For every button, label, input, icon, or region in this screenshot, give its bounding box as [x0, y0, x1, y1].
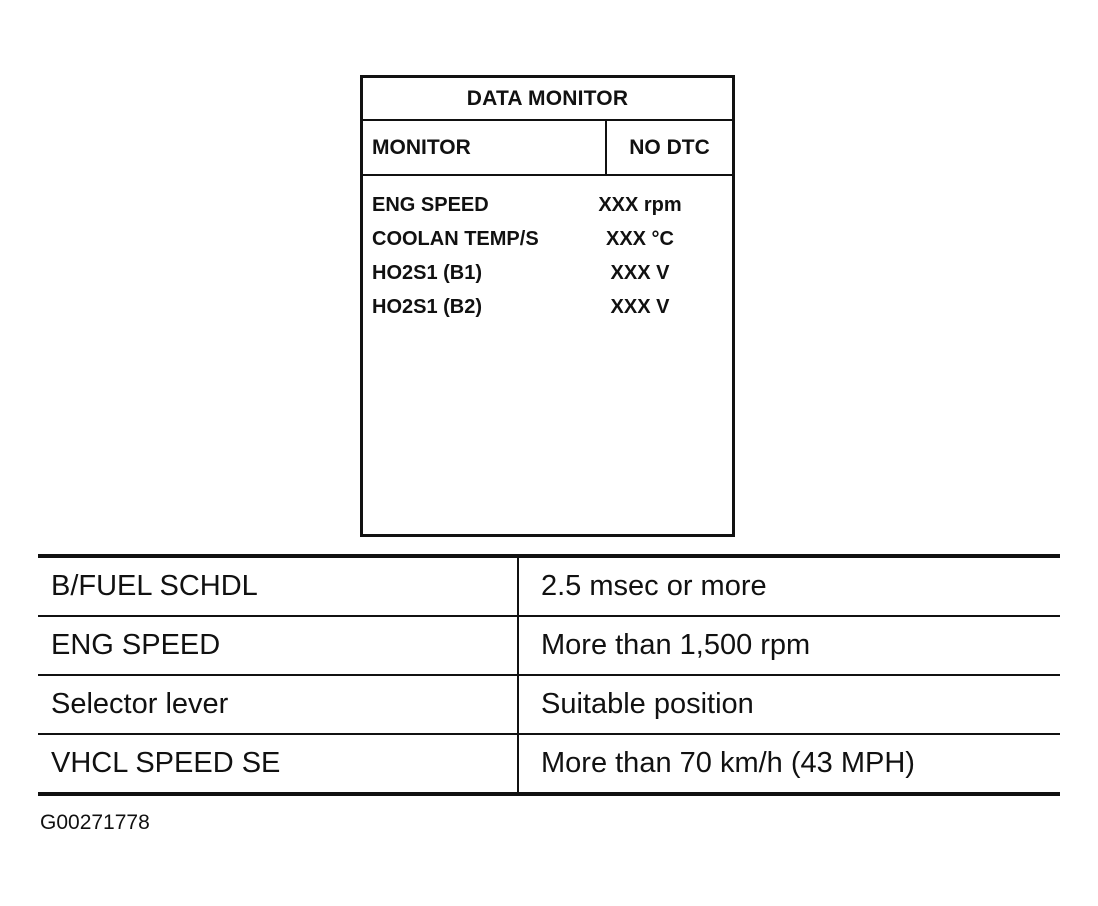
- table-row: [38, 616, 1060, 675]
- monitor-item-name: HO2S1 (B2): [372, 295, 483, 318]
- monitor-item-value: XXX rpm: [598, 193, 682, 216]
- condition-value: More than 70 km/h (43 MPH): [518, 734, 1060, 794]
- table-row: [38, 734, 1060, 794]
- monitor-item-name: HO2S1 (B1): [372, 261, 483, 284]
- table-row: [38, 675, 1060, 734]
- condition-label: B/FUEL SCHDL: [38, 556, 518, 616]
- table-row: [38, 556, 1060, 616]
- condition-label: ENG SPEED: [38, 616, 518, 675]
- condition-value: More than 1,500 rpm: [518, 616, 1060, 675]
- data-monitor-header: [363, 121, 732, 176]
- monitor-label: MONITOR: [363, 121, 607, 174]
- monitor-item-value: XXX V: [610, 261, 670, 284]
- dtc-status: NO DTC: [629, 135, 710, 159]
- monitor-item-list: [363, 176, 732, 324]
- monitor-row: [363, 256, 732, 290]
- conditions-table: [38, 554, 1060, 796]
- monitor-item-name: ENG SPEED: [372, 193, 489, 216]
- condition-value: Suitable position: [518, 675, 1060, 734]
- monitor-row: [363, 222, 732, 256]
- condition-label: VHCL SPEED SE: [38, 734, 518, 794]
- condition-label: Selector lever: [38, 675, 518, 734]
- monitor-row: [363, 290, 732, 324]
- data-monitor-panel: [360, 75, 735, 537]
- condition-value: 2.5 msec or more: [518, 556, 1060, 616]
- data-monitor-title: DATA MONITOR: [363, 78, 732, 121]
- figure-id: G00271778: [40, 811, 150, 834]
- monitor-row: [363, 188, 732, 222]
- monitor-item-value: XXX °C: [605, 227, 675, 250]
- monitor-item-name: COOLAN TEMP/S: [372, 227, 539, 250]
- monitor-item-value: XXX V: [610, 295, 670, 318]
